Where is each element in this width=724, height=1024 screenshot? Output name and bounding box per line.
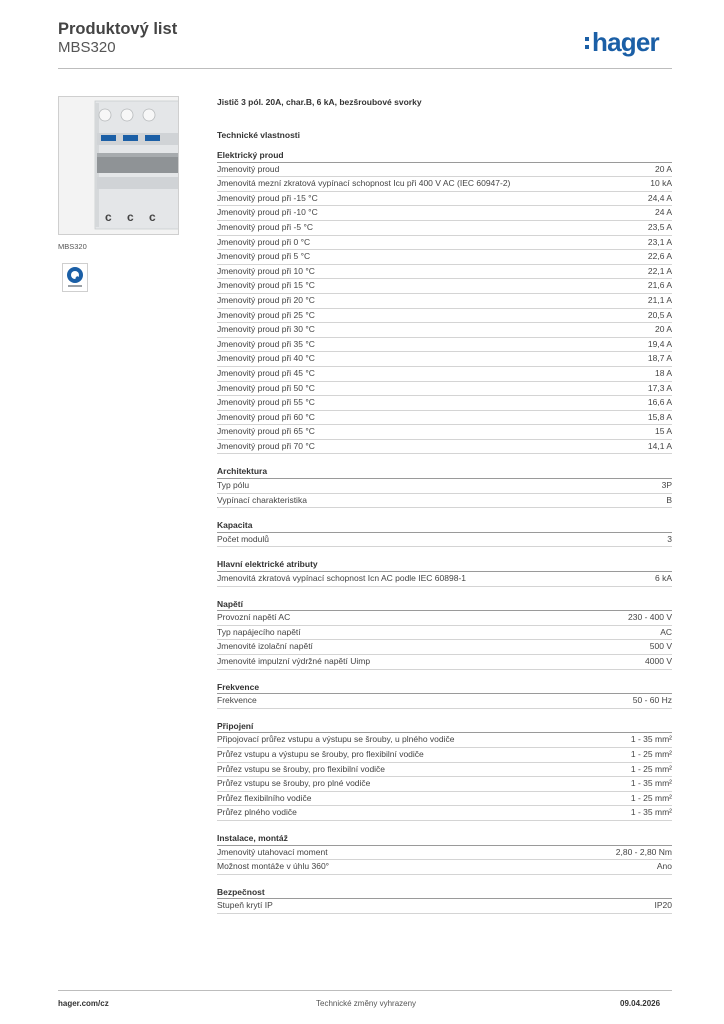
spec-label: Jmenovitá zkratová vypínací schopnost Icn AC podle IEC 60898-1 bbox=[217, 573, 466, 584]
spec-value: 21,6 A bbox=[647, 280, 672, 291]
spec-value: 3P bbox=[661, 480, 672, 491]
spec-row bbox=[217, 338, 672, 353]
spec-row bbox=[217, 309, 672, 324]
spec-value: 4000 V bbox=[645, 656, 672, 666]
spec-row bbox=[217, 763, 672, 778]
section-title: Kapacita bbox=[217, 518, 672, 533]
spec-label: Průřez plného vodiče bbox=[217, 807, 297, 818]
spec-row bbox=[217, 572, 672, 587]
spec-label: Počet modulů bbox=[217, 533, 269, 544]
spec-label: Provozní napětí AC bbox=[217, 612, 291, 623]
spec-label: Jmenovitý proud při 15 °C bbox=[217, 280, 315, 291]
quality-badge-icon bbox=[62, 263, 88, 292]
spec-label: Jmenovitý proud při 20 °C bbox=[217, 294, 315, 305]
spec-row bbox=[217, 846, 672, 861]
spec-value: 3 bbox=[667, 533, 672, 544]
spec-row bbox=[217, 733, 672, 748]
spec-value: 500 V bbox=[649, 641, 672, 652]
spec-value: B bbox=[666, 494, 672, 505]
section-gap bbox=[217, 670, 672, 680]
section-gap bbox=[217, 875, 672, 885]
spec-label: Jmenovitý proud při 65 °C bbox=[217, 426, 315, 437]
spec-label: Jmenovité izolační napětí bbox=[217, 641, 313, 652]
spec-content bbox=[217, 95, 672, 914]
spec-value: IP20 bbox=[654, 900, 672, 911]
spec-label: Typ napájecího napětí bbox=[217, 626, 301, 637]
spec-label: Jmenovitý proud bbox=[217, 163, 280, 174]
spec-row bbox=[217, 440, 672, 455]
section-gap bbox=[217, 508, 672, 518]
spec-label: Jmenovitý proud při 70 °C bbox=[217, 440, 315, 451]
spec-label: Typ pólu bbox=[217, 480, 250, 491]
svg-text:c: c bbox=[105, 210, 112, 224]
section-gap bbox=[217, 454, 672, 464]
spec-value: 24 A bbox=[654, 207, 672, 218]
spec-value: 230 - 400 V bbox=[628, 612, 672, 623]
spec-label: Stupeň krytí IP bbox=[217, 900, 273, 911]
header-divider bbox=[58, 68, 672, 69]
spec-label: Jmenovitý proud při 55 °C bbox=[217, 397, 315, 408]
spec-label: Jmenovité impulzní výdržné napětí Uimp bbox=[217, 656, 371, 666]
spec-label: Jmenovitý proud při 60 °C bbox=[217, 411, 315, 422]
spec-label: Jmenovitý proud při -5 °C bbox=[217, 221, 313, 232]
spec-row bbox=[217, 899, 672, 914]
spec-row bbox=[217, 792, 672, 807]
spec-label: Průřez vstupu se šrouby, pro flexibilní vodiče bbox=[217, 763, 386, 774]
page-title: Produktový list bbox=[58, 20, 178, 38]
spec-value: 14,1 A bbox=[647, 440, 672, 451]
section-title: Napětí bbox=[217, 597, 672, 612]
spec-row bbox=[217, 163, 672, 178]
spec-row bbox=[217, 860, 672, 875]
spec-value: 18,7 A bbox=[647, 353, 672, 364]
spec-label: Jmenovitý proud při -10 °C bbox=[217, 207, 318, 218]
spec-label: Jmenovitý proud při 35 °C bbox=[217, 338, 315, 349]
spec-label: Jmenovitý proud při 50 °C bbox=[217, 382, 315, 393]
spec-value: 16,6 A bbox=[647, 397, 672, 408]
spec-row bbox=[217, 177, 672, 192]
spec-row bbox=[217, 777, 672, 792]
section-title: Frekvence bbox=[217, 680, 672, 695]
spec-sections bbox=[217, 148, 672, 914]
spec-row bbox=[217, 265, 672, 280]
spec-value: 1 - 35 mm² bbox=[630, 734, 672, 745]
spec-label: Průřez vstupu se šrouby, pro plné vodiče bbox=[217, 778, 371, 789]
spec-value: 1 - 35 mm² bbox=[630, 778, 672, 789]
spec-value: 20 A bbox=[654, 163, 672, 174]
spec-row bbox=[217, 479, 672, 494]
spec-row bbox=[217, 352, 672, 367]
footer-date: 09.04.2026 bbox=[620, 999, 661, 1008]
product-image-caption: MBS320 bbox=[58, 242, 87, 251]
spec-value: 1 - 35 mm² bbox=[630, 807, 672, 818]
section-gap bbox=[217, 547, 672, 557]
section-gap bbox=[217, 709, 672, 719]
spec-label: Jmenovitý proud při 25 °C bbox=[217, 309, 315, 320]
spec-value: 1 - 25 mm² bbox=[630, 763, 672, 774]
spec-label: Jmenovitý proud při 30 °C bbox=[217, 324, 315, 335]
spec-label: Frekvence bbox=[217, 695, 257, 706]
spec-value: 24,4 A bbox=[647, 192, 672, 203]
spec-row bbox=[217, 640, 672, 655]
spec-value: AC bbox=[660, 626, 672, 637]
tech-properties-title: Technické vlastnosti bbox=[217, 130, 300, 140]
spec-row bbox=[217, 748, 672, 763]
spec-row bbox=[217, 221, 672, 236]
spec-row bbox=[217, 806, 672, 821]
spec-label: Jmenovitý proud při 5 °C bbox=[217, 251, 311, 262]
spec-row bbox=[217, 396, 672, 411]
spec-value: 50 - 60 Hz bbox=[632, 695, 672, 706]
section-gap bbox=[217, 821, 672, 831]
section-title: Architektura bbox=[217, 464, 672, 479]
spec-value: 1 - 25 mm² bbox=[630, 792, 672, 803]
spec-label: Připojovací průřez vstupu a výstupu se šrouby, u plného vodiče bbox=[217, 734, 455, 745]
spec-row bbox=[217, 694, 672, 709]
spec-value: 23,5 A bbox=[647, 221, 672, 232]
spec-label: Jmenovitý proud při 0 °C bbox=[217, 236, 311, 247]
spec-row bbox=[217, 411, 672, 426]
spec-value: 22,6 A bbox=[647, 251, 672, 262]
spec-value: 15 A bbox=[654, 426, 672, 437]
spec-row bbox=[217, 236, 672, 251]
spec-value: 1 - 25 mm² bbox=[630, 748, 672, 759]
spec-label: Jmenovitá mezní zkratová vypínací schopnost Icu při 400 V AC (IEC 60947-2) bbox=[217, 178, 511, 189]
section-title: Připojení bbox=[217, 719, 672, 734]
section-title: Elektrický proud bbox=[217, 148, 672, 163]
section-title: Instalace, montáž bbox=[217, 831, 672, 846]
spec-row bbox=[217, 425, 672, 440]
spec-value: 20 A bbox=[654, 324, 672, 335]
spec-value: 17,3 A bbox=[647, 382, 672, 393]
spec-row bbox=[217, 626, 672, 641]
spec-value: 15,8 A bbox=[647, 411, 672, 422]
spec-label: Jmenovitý proud při 10 °C bbox=[217, 265, 315, 276]
spec-label: Možnost montáže v úhlu 360° bbox=[217, 861, 330, 872]
spec-value: 20,5 A bbox=[647, 309, 672, 320]
spec-label: Jmenovitý proud při 40 °C bbox=[217, 353, 315, 364]
spec-row bbox=[217, 323, 672, 338]
spec-row bbox=[217, 250, 672, 265]
spec-value: 19,4 A bbox=[647, 338, 672, 349]
spec-row bbox=[217, 192, 672, 207]
spec-row bbox=[217, 279, 672, 294]
spec-value: 23,1 A bbox=[647, 236, 672, 247]
svg-text:c: c bbox=[127, 210, 134, 224]
spec-row bbox=[217, 655, 672, 670]
spec-value: 10 kA bbox=[650, 178, 672, 189]
spec-label: Jmenovitý proud při 45 °C bbox=[217, 367, 315, 378]
spec-row bbox=[217, 611, 672, 626]
spec-label: Průřez vstupu a výstupu se šrouby, pro flexibilní vodiče bbox=[217, 748, 424, 759]
product-description: Jistič 3 pól. 20A, char.B, 6 kA, bezšroubové svorky bbox=[217, 97, 422, 107]
footer-divider bbox=[58, 990, 672, 991]
product-code: MBS320 bbox=[58, 39, 116, 56]
spec-row bbox=[217, 533, 672, 548]
spec-row bbox=[217, 494, 672, 509]
logo-dots bbox=[585, 37, 590, 53]
footer-notice: Technické změny vyhrazeny bbox=[316, 999, 417, 1008]
spec-value: 21,1 A bbox=[647, 294, 672, 305]
svg-text:c: c bbox=[149, 210, 156, 224]
spec-value: 22,1 A bbox=[647, 265, 672, 276]
section-title: Bezpečnost bbox=[217, 885, 672, 900]
spec-row bbox=[217, 294, 672, 309]
spec-row bbox=[217, 206, 672, 221]
spec-value: 18 A bbox=[654, 367, 672, 378]
spec-label: Vypínací charakteristika bbox=[217, 494, 307, 505]
logo-text: hager bbox=[592, 27, 659, 57]
spec-value: Ano bbox=[656, 861, 672, 872]
footer-website: hager.com/cz bbox=[58, 999, 109, 1008]
spec-value: 6 kA bbox=[654, 573, 672, 584]
spec-row bbox=[217, 382, 672, 397]
circuit-breaker-image bbox=[59, 97, 178, 234]
spec-label: Jmenovitý proud při -15 °C bbox=[217, 192, 318, 203]
section-title: Hlavní elektrické atributy bbox=[217, 557, 672, 572]
spec-label: Jmenovitý utahovací moment bbox=[217, 846, 328, 857]
product-image bbox=[58, 96, 179, 235]
spec-label: Průřez flexibilního vodiče bbox=[217, 792, 312, 803]
spec-row bbox=[217, 367, 672, 382]
section-gap bbox=[217, 587, 672, 597]
spec-value: 2,80 - 2,80 Nm bbox=[615, 846, 672, 857]
